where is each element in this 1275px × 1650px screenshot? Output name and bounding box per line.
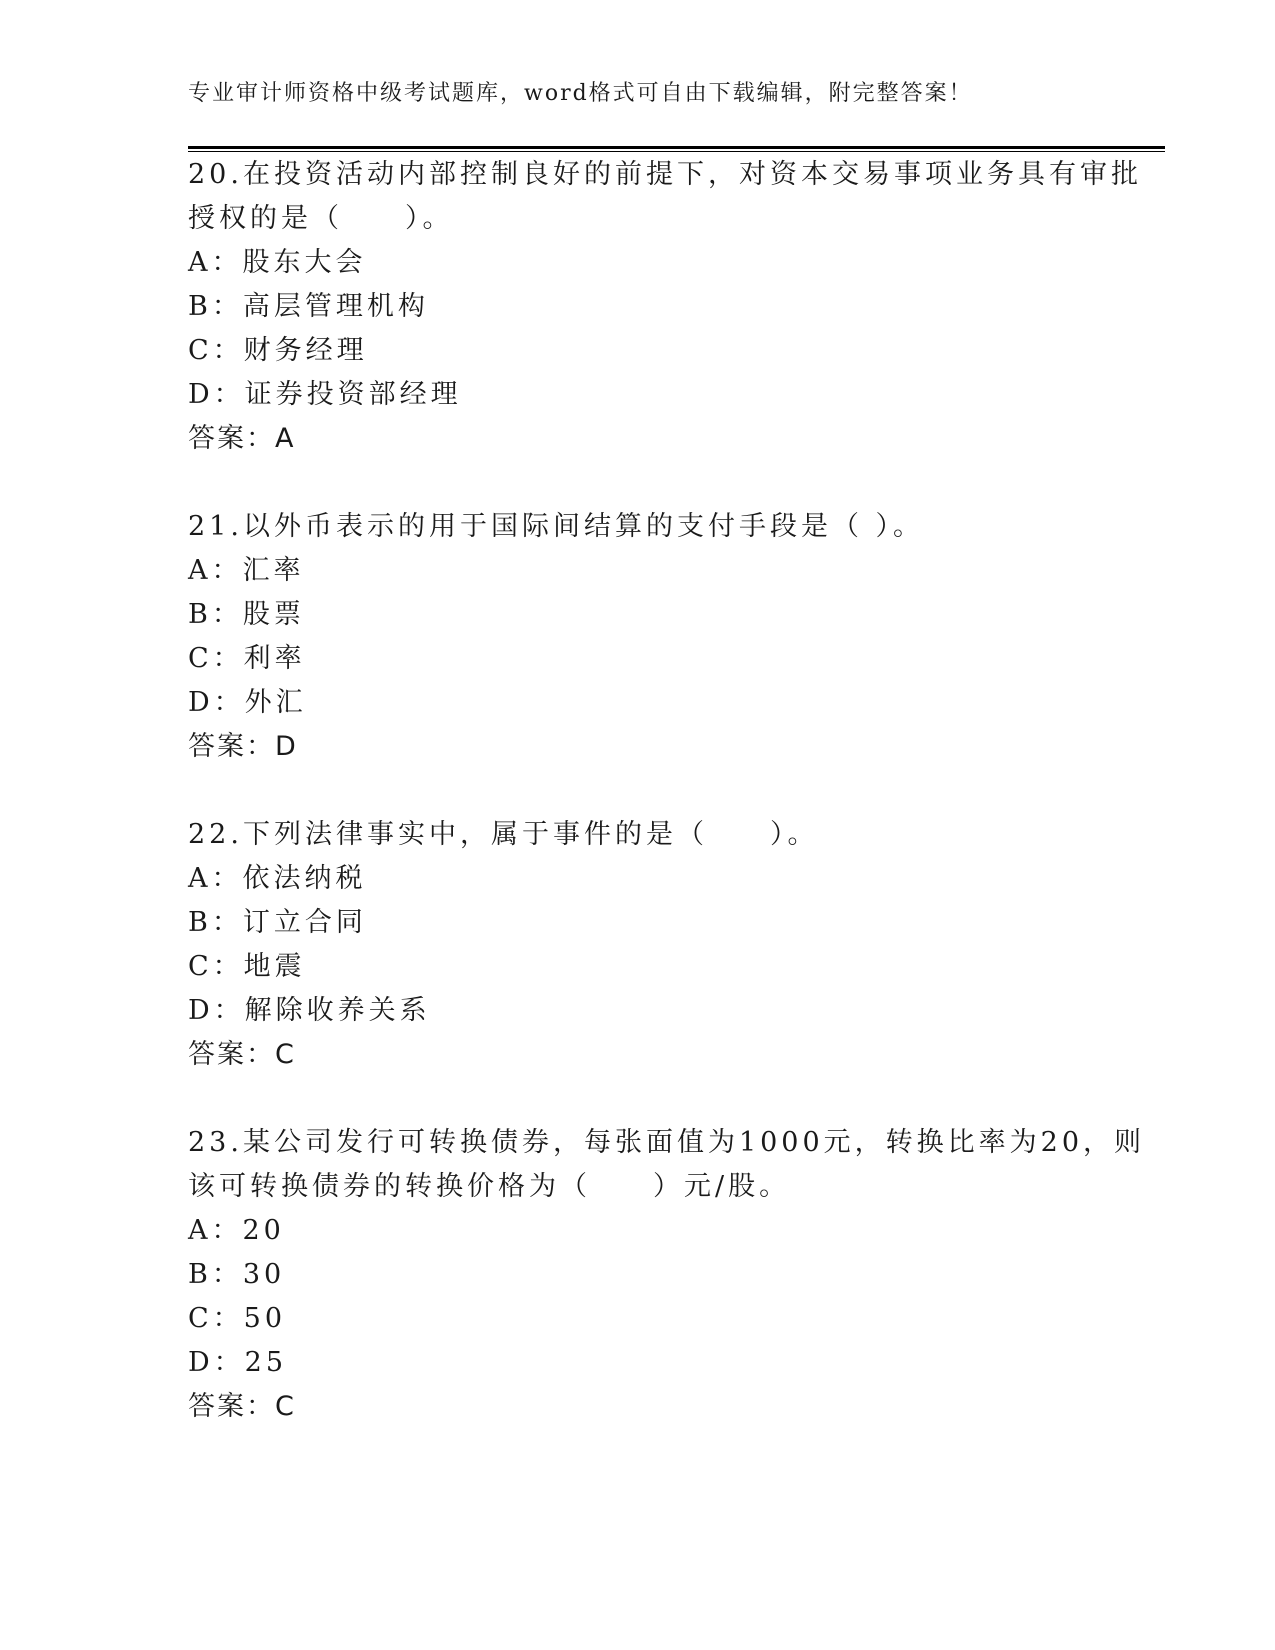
question-21-answer: 答案：D [188,731,298,762]
question-22-option-b: B：订立合同 [188,907,367,938]
question-23-option-a: A：20 [188,1215,285,1246]
header-rule-thin [188,151,1165,152]
question-23-line-2: 该可转换债券的转换价格为（ ）元/股。 [188,1171,791,1202]
question-20-answer: 答案：A [188,423,296,454]
question-20-line-1: 20.在投资活动内部控制良好的前提下，对资本交易事项业务具有审批 [188,159,1142,190]
question-20-line-2: 授权的是（ ）。 [188,203,454,234]
header-rule-thick [188,146,1165,149]
question-20-option-d: D：证券投资部经理 [188,379,462,410]
question-23-line-1: 23.某公司发行可转换债券，每张面值为1000元，转换比率为20，则 [188,1127,1146,1158]
question-22-option-a: A：依法纳税 [188,863,367,894]
page-header: 专业审计师资格中级考试题库，word格式可自由下载编辑，附完整答案！ [188,81,973,106]
question-22-option-d: D：解除收养关系 [188,995,431,1026]
question-20-option-b: B：高层管理机构 [188,291,429,322]
question-21-option-c: C：利率 [188,643,306,674]
question-20-option-a: A：股东大会 [188,247,367,278]
question-23-option-b: B：30 [188,1259,286,1290]
question-23-answer: 答案：C [188,1391,296,1422]
question-21-option-b: B：股票 [188,599,305,630]
question-21-line-1: 21.以外币表示的用于国际间结算的支付手段是（ ）。 [188,511,925,542]
question-23-option-d: D：25 [188,1347,288,1378]
question-22-answer: 答案：C [188,1039,296,1070]
question-20-option-c: C：财务经理 [188,335,368,366]
question-23-option-c: C：50 [188,1303,287,1334]
question-21-option-a: A：汇率 [188,555,305,586]
question-21-option-d: D：外汇 [188,687,307,718]
question-22-line-1: 22.下列法律事实中，属于事件的是（ ）。 [188,819,819,850]
question-22-option-c: C：地震 [188,951,306,982]
